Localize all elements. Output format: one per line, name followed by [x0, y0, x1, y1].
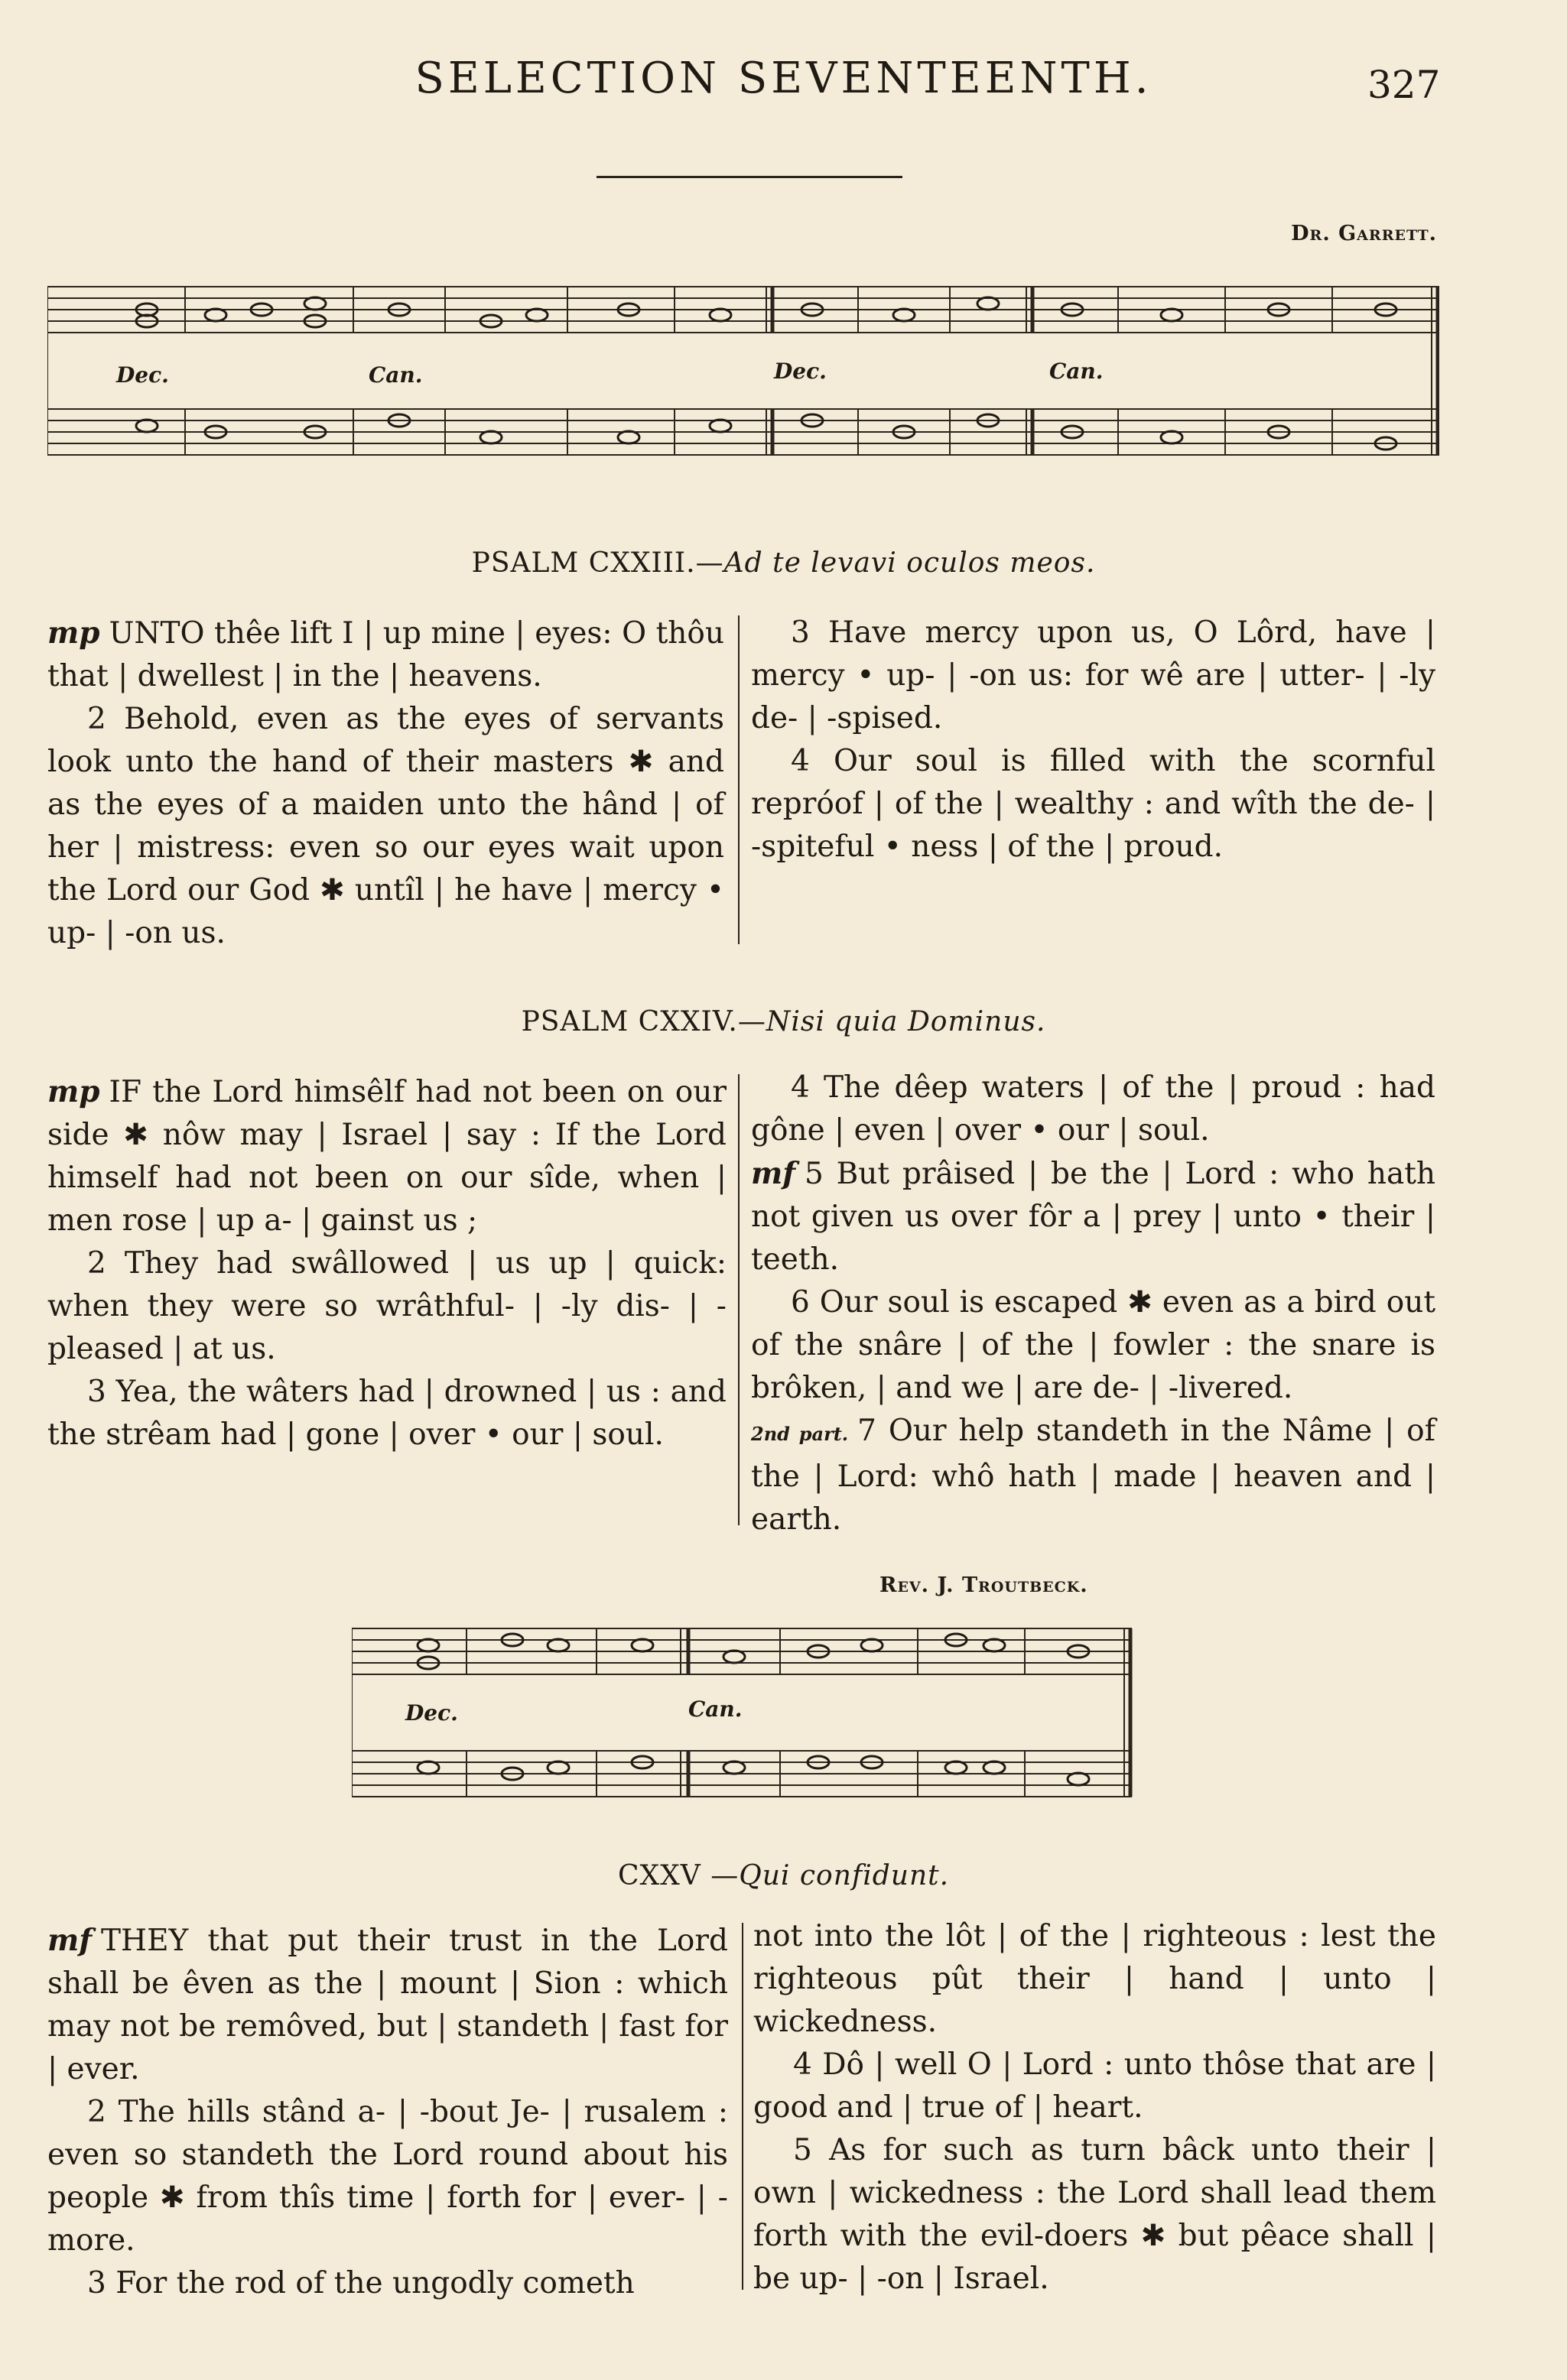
psalm-123-right-column: [751, 612, 1435, 869]
part-marking: 2nd part.: [751, 1423, 849, 1445]
chant-label: Can.: [1049, 359, 1104, 384]
psalm-number: PSALM CXXIII.—: [471, 547, 724, 579]
chant-label: Can.: [688, 1697, 743, 1722]
psalm-number: PSALM CXXIV.—: [521, 1006, 766, 1037]
chant-label: Can.: [369, 362, 423, 388]
dynamic-marking: mp: [47, 1074, 100, 1109]
verse: 3 Yea, the wâters had | drowned | us : and the strêam had | gone | over • our | soul.: [47, 1375, 727, 1452]
dynamic-marking: mp: [47, 615, 100, 651]
psalm-124-left-column: [47, 1070, 727, 1456]
psalm-latin-title: Nisi quia Dominus.: [766, 1006, 1046, 1037]
page-title: SELECTION SEVENTEENTH.: [415, 54, 1152, 103]
psalm-latin-title: Ad te levavi oculos meos.: [723, 547, 1096, 579]
psalm-124-right-column: [751, 1067, 1435, 1541]
verse: 2 Behold, even as the eyes of servants look unto the hand of their masters ✱ and as the eyes of a maiden unto the hând | of her | mistress: even so our eyes wait upon the Lord our God ✱ untîl | he have | mercy • up- | -on us.: [47, 702, 724, 950]
page-number: 327: [1367, 63, 1441, 107]
psalm-heading: [0, 1860, 1567, 1891]
psalm-123-left-column: [47, 612, 724, 955]
chant-label: Dec.: [116, 362, 169, 388]
verse: UNTO thêe lift I | up mine | eyes: O thôu that | dwellest | in the | heavens.: [47, 616, 724, 693]
dynamic-marking: mf: [47, 1923, 93, 1958]
chant-label: Dec.: [774, 359, 827, 384]
verse: 5 As for such as turn bâck unto their | own | wickedness : the Lord shall lead them forth with the evil-doers ✱ but pêace shall | be up- | -on | Israel.: [753, 2133, 1436, 2296]
chant-score-troutbeck: [352, 1613, 1139, 1820]
verse: 3 Have mercy upon us, O Lôrd, have | mercy • up- | -on us: for wê are | utter- | -ly de- | -spised.: [751, 615, 1435, 735]
psalm-number: CXXV —: [617, 1860, 740, 1891]
verse: 2 The hills stând a- | -bout Je- | rusalem : even so standeth the Lord round about his people ✱ from thîs time | forth for | ever- | -more.: [47, 2095, 728, 2258]
verse: 4 Dô | well O | Lord : unto thôse that are | good and | true of | heart.: [753, 2047, 1436, 2125]
verse: 4 The dêep waters | of the | proud : had gône | even | over • our | soul.: [751, 1070, 1435, 1148]
verse: not into the lôt | of the | righteous : lest the righteous pût their | hand | unto | wickedness.: [753, 1919, 1436, 2039]
verse: 3 For the rod of the ungodly cometh: [87, 2266, 635, 2300]
verse: IF the Lord himsêlf had not been on our side ✱ nôw may | Israel | say : If the Lord himself had not been on our sîde, when | men rose | up a- | gainst us ;: [47, 1075, 727, 1238]
column-divider: [742, 1923, 743, 2290]
verse: 6 Our soul is escaped ✱ even as a bird out of the snâre | of the | fowler : the snare is brôken, | and we | are de- | -livered.: [751, 1285, 1435, 1405]
chant-composer: Rev. J. Troutbeck.: [879, 1573, 1088, 1597]
verse: 5 But prâised | be the | Lord : who hath not given us over fôr a | prey | unto • their | teeth.: [751, 1157, 1435, 1277]
psalm-125-left-column: [47, 1919, 728, 2305]
psalm-heading: [0, 547, 1567, 579]
chant-composer: Dr. Garrett.: [1291, 222, 1437, 245]
dynamic-marking: mf: [751, 1156, 796, 1191]
verse: 2 They had swâllowed | us up | quick: when they were so wrâthful- | -ly dis- | -pleased | at us.: [47, 1246, 727, 1366]
column-divider: [738, 615, 740, 944]
psalm-latin-title: Qui confidunt.: [739, 1860, 950, 1891]
column-divider: [738, 1074, 740, 1525]
psalm-heading: [0, 1006, 1567, 1037]
header-rule: [597, 176, 902, 178]
chant-score-garrett: [47, 275, 1439, 482]
verse: 4 Our soul is filled with the scornful repróof | of the | wealthy : and wîth the de- | -spiteful • ness | of the | proud.: [751, 744, 1435, 864]
chant-label: Dec.: [405, 1700, 458, 1726]
psalm-125-right-column: [753, 1915, 1436, 2300]
verse: 7 Our help standeth in the Nâme | of the | Lord: whô hath | made | heaven and | earth.: [751, 1414, 1436, 1537]
verse: THEY that put their trust in the Lord shall be êven as the | mount | Sion : which may not be remôved, but | standeth | fast for | ever.: [47, 1924, 728, 2086]
